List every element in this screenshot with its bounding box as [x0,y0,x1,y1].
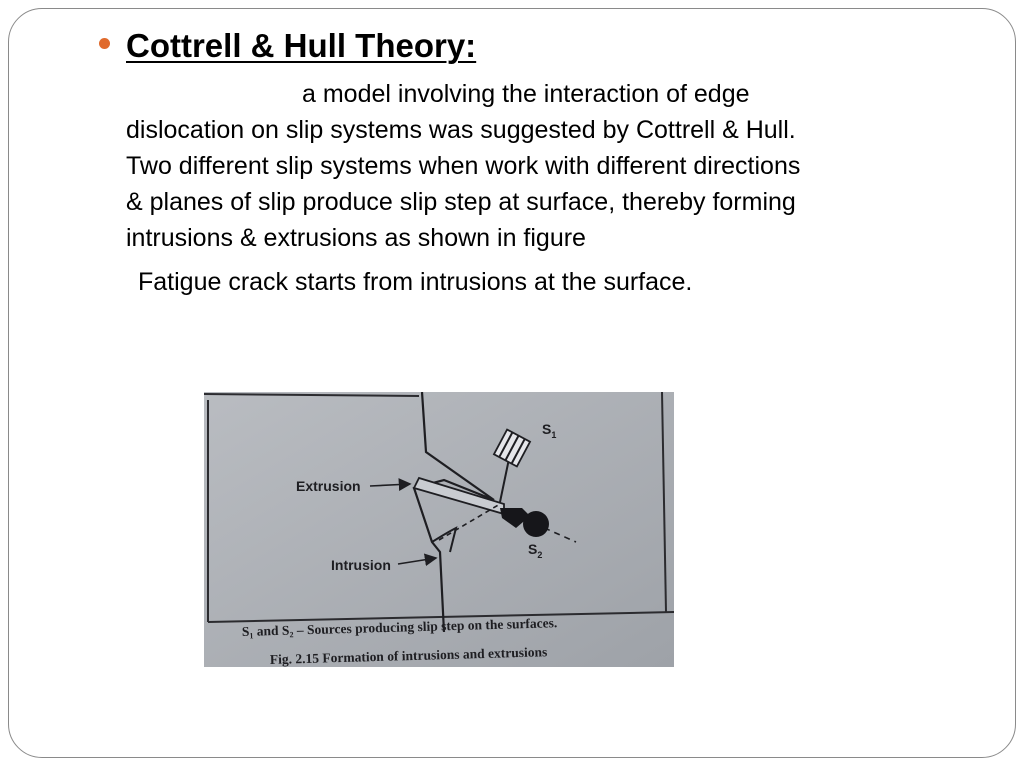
body-line: dislocation on slip systems was suggested by Cottrell & Hull. [126,116,796,144]
s2-letter: S [528,541,538,557]
slip-diagram-photo [204,392,674,667]
body-paragraph [126,76,946,256]
body-line: a model involving the interaction of edge [302,80,750,108]
figure-caption-title: Fig. 2.15 Formation of intrusions and extrusions [269,644,548,667]
body-line: & planes of slip produce slip step at surface, thereby forming [126,188,796,216]
s2-subscript: 2 [537,550,543,560]
extrusion-label: Extrusion [296,478,361,494]
body-line: Two different slip systems when work with different directions [126,152,801,180]
slide-heading: Cottrell & Hull Theory: [126,27,477,64]
figure-caption-sources: S₁ and S₂ – Sources producing slip step on the surfaces. [241,615,558,639]
slip-diagram [204,392,674,667]
bullet-icon [99,38,110,49]
s1-subscript: 1 [551,430,557,440]
intrusion-label: Intrusion [331,557,391,573]
fatigue-note: Fatigue crack starts from intrusions at the surface. [138,268,693,296]
s1-letter: S [542,421,552,437]
body-line: intrusions & extrusions as shown in figure [126,224,586,252]
